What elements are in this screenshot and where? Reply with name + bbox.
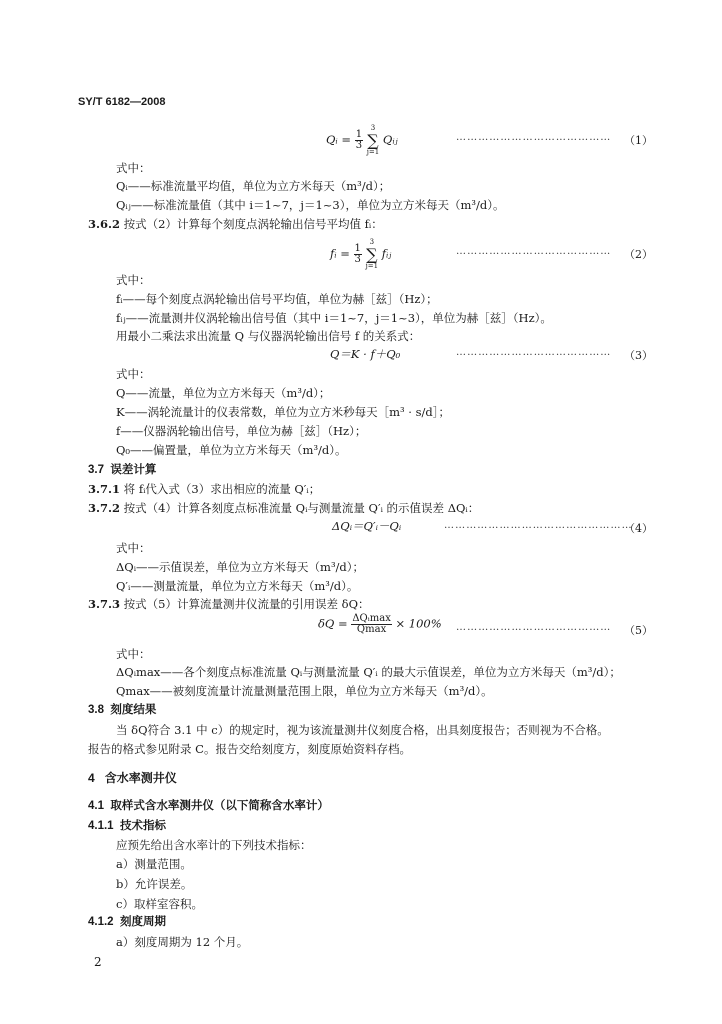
section-4-1-1 xyxy=(88,818,166,834)
chapter-4-title: 含水率测井仪 xyxy=(104,771,177,785)
tech-spec-item-a: a）测量范围。 xyxy=(116,857,192,871)
formula-5-number: （5） xyxy=(624,624,653,637)
definition-fij: fᵢⱼ——流量测井仪涡轮输出信号值（其中 i＝1~7，j＝1~3），单位为赫［兹］（Hz）。 xyxy=(116,311,552,325)
formula-5-frac-num: ΔQᵢmax xyxy=(352,613,391,624)
clause-3-7-3 xyxy=(88,596,370,612)
where-label-1: 式中： xyxy=(116,161,151,175)
formula-5-frac-den: Qmax xyxy=(356,624,387,635)
section-3-8 xyxy=(88,702,156,718)
where-label-4: 式中： xyxy=(116,541,151,555)
formula-1-frac-den: 3 xyxy=(355,140,363,151)
formula-1-lhs: Qᵢ = xyxy=(326,132,355,147)
definition-qmax: Qmax——被刻度流量计流量测量范围上限，单位为立方米每天（m³/d）。 xyxy=(116,684,493,698)
section-3-8-title: 刻度结果 xyxy=(110,704,157,716)
sigma-symbol: ∑ xyxy=(366,245,378,264)
section-3-8-number: 3.8 xyxy=(88,704,104,716)
definition-q0: Q₀——偏置量，单位为立方米每天（m³/d）。 xyxy=(116,443,347,457)
clause-3-7-2 xyxy=(88,500,479,516)
result-paragraph-line-2: 报告的格式参见附录 C。报告交给刻度方，刻度原始资料存档。 xyxy=(88,742,411,756)
formula-2-fraction xyxy=(354,244,362,265)
least-squares-text: 用最小二乘法求出流量 Q 与仪器涡轮输出信号 f 的关系式： xyxy=(116,329,421,343)
formula-1-term: Qᵢⱼ xyxy=(382,132,398,147)
where-label-5: 式中： xyxy=(116,647,151,661)
period-item-a: a）刻度周期为 12 个月。 xyxy=(116,935,249,949)
formula-1-sum-top: 3 xyxy=(370,124,376,132)
formula-2-leader: …………………………………… xyxy=(456,246,612,257)
result-paragraph-line-1: 当 δQ符合 3.1 中 c）的规定时，视为该流量测井仪刻度合格，出具刻度报告；否则视为不合格。 xyxy=(116,723,609,737)
formula-5-rhs: × 100% xyxy=(395,616,442,631)
section-4-1-number: 4.1 xyxy=(88,800,104,812)
formula-1-frac-num: 1 xyxy=(355,129,363,140)
formula-2-sum xyxy=(366,238,379,271)
clause-3-7-3-number: 3.7.3 xyxy=(88,597,121,611)
definition-qi: Qᵢ——标准流量平均值，单位为立方米每天（m³/d）； xyxy=(116,179,391,193)
section-4-1-title: 取样式含水率测井仪（以下简称含水率计） xyxy=(110,800,329,812)
definition-f: f——仪器涡轮输出信号，单位为赫［兹］（Hz）； xyxy=(116,424,367,438)
section-4-1-2-number: 4.1.2 xyxy=(88,916,114,928)
standard-header: SY/T 6182—2008 xyxy=(78,96,166,108)
clause-3-7-1-number: 3.7.1 xyxy=(88,482,121,496)
clause-3-7-1 xyxy=(88,481,320,497)
where-label-2: 式中： xyxy=(116,273,151,287)
definition-delta-qi: ΔQᵢ——示值误差，单位为立方米每天（m³/d）； xyxy=(116,560,365,574)
formula-2-frac-den: 3 xyxy=(354,254,361,265)
definition-delta-qimax: ΔQᵢmax——各个刻度点标准流量 Qᵢ与测量流量 Q′ᵢ 的最大示值误差，单位为立方米每天（m³/d）； xyxy=(116,665,621,679)
clause-3-7-3-text: 按式（5）计算流量测井仪流量的引用误差 δQ： xyxy=(123,597,370,611)
tech-spec-item-c: c）取样室容积。 xyxy=(116,897,203,911)
where-label-3: 式中： xyxy=(116,367,151,381)
formula-1-number: （1） xyxy=(624,134,653,147)
formula-3-leader: …………………………………… xyxy=(456,347,612,358)
formula-2 xyxy=(330,238,391,271)
clause-3-7-2-number: 3.7.2 xyxy=(88,501,121,515)
formula-3-number: （3） xyxy=(624,349,653,362)
tech-spec-item-b: b）允许误差。 xyxy=(116,877,193,891)
clause-3-7-1-text: 将 fᵢ代入式（3）求出相应的流量 Q′ᵢ； xyxy=(123,482,321,496)
formula-2-term: fᵢⱼ xyxy=(381,246,392,261)
section-4-1 xyxy=(88,798,329,814)
definition-fi: fᵢ——每个刻度点涡轮输出信号平均值，单位为赫［兹］（Hz）； xyxy=(116,292,438,306)
section-4-1-1-title: 技术指标 xyxy=(119,820,166,832)
formula-1 xyxy=(326,124,398,157)
definition-k: K——涡轮流量计的仪表常数，单位为立方米秒每天［m³ · s/d］； xyxy=(116,405,450,419)
formula-1-fraction xyxy=(355,130,363,151)
formula-1-sum-bottom: j=1 xyxy=(366,148,380,156)
formula-4-leader: …………………………………………… xyxy=(444,520,633,531)
section-3-7 xyxy=(88,462,156,478)
tech-spec-intro: 应预先给出含水率计的下列技术指标： xyxy=(116,838,312,852)
formula-2-lhs: fᵢ = xyxy=(330,246,354,261)
definition-q: Q——流量，单位为立方米每天（m³/d）； xyxy=(116,386,331,400)
section-4-1-1-number: 4.1.1 xyxy=(88,820,114,832)
formula-3: Q＝K · f＋Q₀ xyxy=(330,347,401,361)
chapter-4-heading xyxy=(88,770,177,786)
formula-5-fraction xyxy=(351,614,392,635)
formula-2-sum-top: 3 xyxy=(369,238,375,246)
clause-3-6-2 xyxy=(88,216,383,232)
chapter-4-number: 4 xyxy=(88,771,95,785)
formula-2-frac-num: 1 xyxy=(354,243,361,254)
formula-1-sum xyxy=(367,124,380,157)
clause-3-7-2-text: 按式（4）计算各刻度点标准流量 Qᵢ与测量流量 Q′ᵢ 的示值误差 ΔQᵢ： xyxy=(123,501,480,515)
clause-3-6-2-text: 按式（2）计算每个刻度点涡轮输出信号平均值 fᵢ： xyxy=(123,217,383,231)
section-4-1-2 xyxy=(88,914,166,930)
definition-qij: Qᵢⱼ——标准流量值（其中 i＝1~7，j＝1~3），单位为立方米每天（m³/d）。 xyxy=(116,198,505,212)
section-3-7-number: 3.7 xyxy=(88,464,104,476)
definition-q-prime: Q′ᵢ——测量流量，单位为立方米每天（m³/d）。 xyxy=(116,579,359,593)
section-4-1-2-title: 刻度周期 xyxy=(119,916,166,928)
formula-5 xyxy=(318,614,442,635)
page-number: 2 xyxy=(94,955,102,969)
formula-2-sum-bottom: j=1 xyxy=(365,262,379,270)
formula-5-leader: …………………………………… xyxy=(456,622,612,633)
section-3-7-title: 误差计算 xyxy=(110,464,157,476)
formula-1-leader: …………………………………… xyxy=(456,132,612,143)
formula-4-number: （4） xyxy=(624,522,653,535)
sigma-symbol: ∑ xyxy=(367,131,379,150)
formula-5-lhs: δQ = xyxy=(318,616,352,631)
clause-3-6-2-number: 3.6.2 xyxy=(88,217,121,231)
formula-2-number: （2） xyxy=(624,248,653,261)
formula-4: ΔQᵢ＝Q′ᵢ－Qᵢ xyxy=(332,519,402,533)
